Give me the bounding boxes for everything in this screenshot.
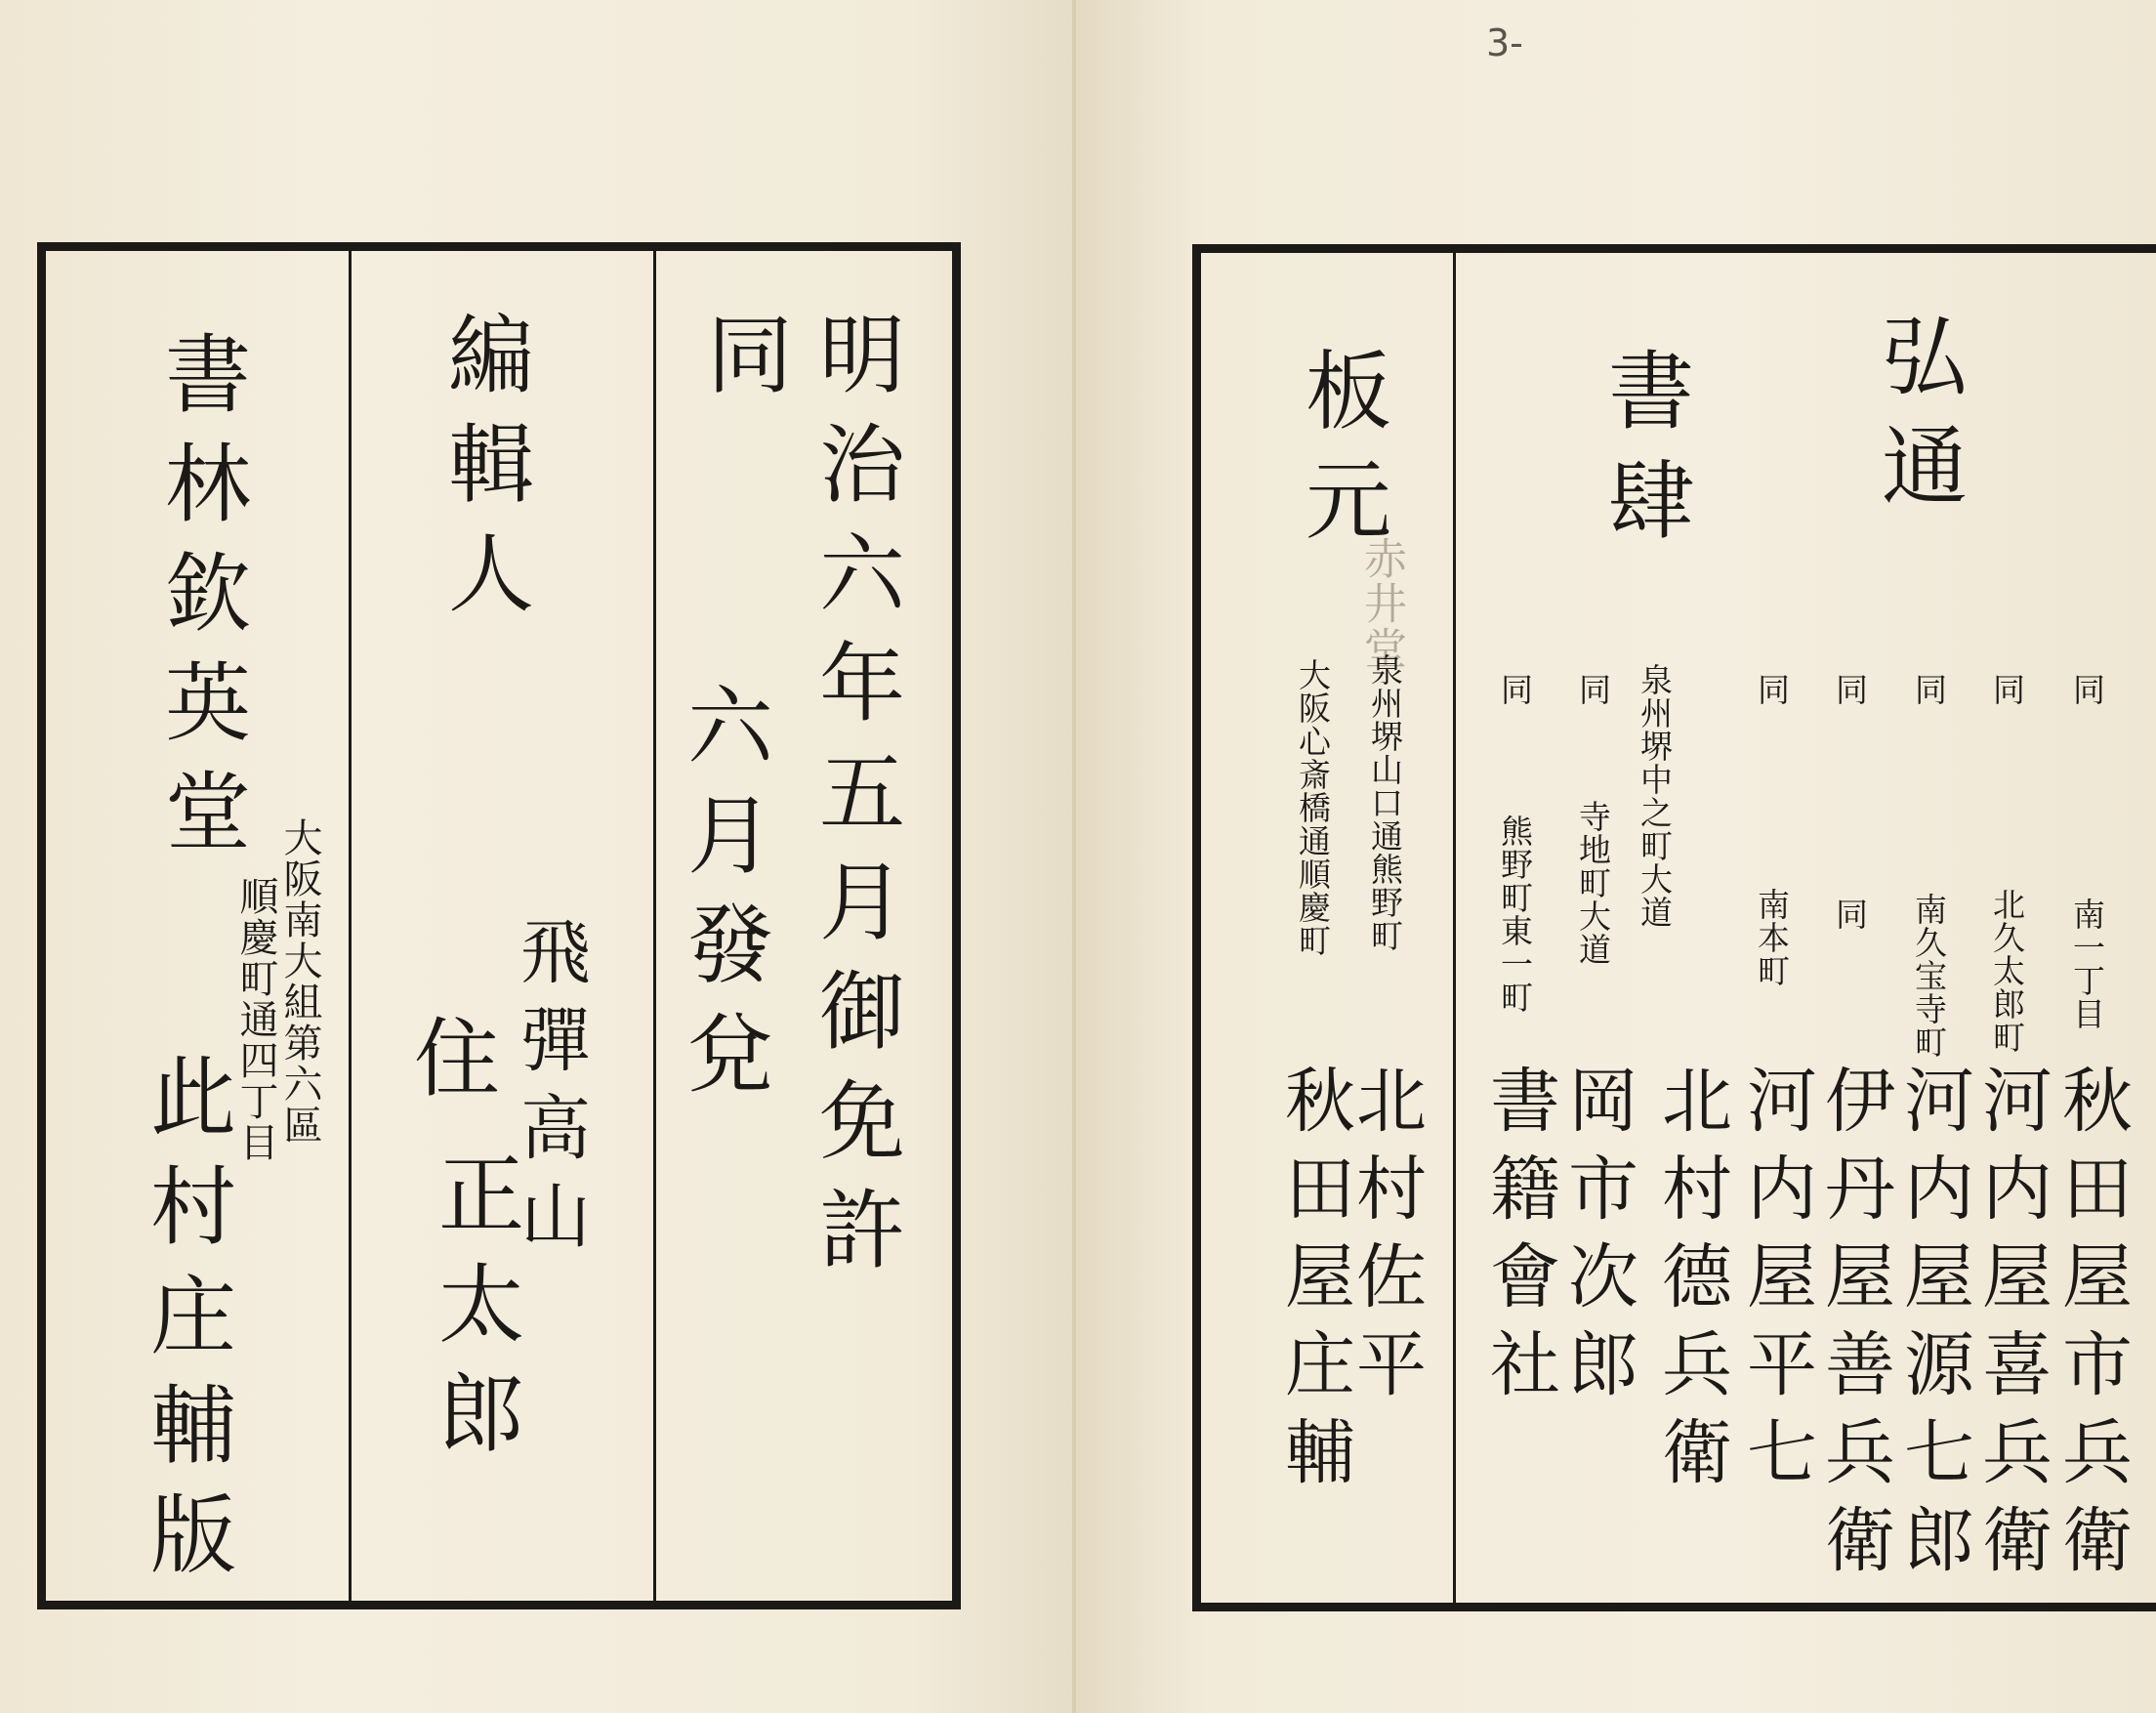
seller-mark: 同 [1753,673,1791,706]
seller-address: 寺地町大道 [1574,800,1612,966]
seller-mark: 同 [1496,673,1534,706]
seller-name: 河内屋平七 [1735,1064,1817,1503]
seller-mark: 同 [1910,673,1948,706]
seller-address: 南一丁目 [2068,898,2106,1030]
seller-name: 岡市次郎 [1556,1064,1638,1415]
seller-address: 同 [1831,898,1869,931]
seller-name: 河内屋源七郎 [1892,1064,1974,1591]
seller-address: 泉州堺山口通熊野町 [1366,653,1404,952]
sellers-frame [1192,244,2156,1611]
seller-address: 泉州堺中之町大道 [1636,663,1674,929]
editor-label: 編輯人 [435,310,535,638]
seller-mark: 同 [1574,673,1612,706]
bookshop-address-2: 順慶町通四丁目 [233,876,278,1163]
heading-publisher: 板元 [1292,346,1392,564]
library-seal: 赤井堂 [1356,536,1406,671]
seller-address: 大阪心斎橋通順慶町 [1294,658,1332,957]
publish-date: 六月發兌 [674,681,774,1118]
editor-surname: 住 [400,1013,501,1122]
seller-address: 熊野町東一町 [1496,815,1534,1014]
seller-address: 南本町 [1753,888,1791,987]
column-rule [653,251,656,1601]
column-rule [349,251,352,1601]
seller-address: 北久太郎町 [1988,888,2026,1054]
folio-number: 3- [1486,21,1523,64]
seller-address: 南久宝寺町 [1910,893,1948,1059]
seller-name: 秋田屋庄輔 [1273,1064,1355,1503]
printer-name: 此村庄輔版 [137,1052,237,1599]
seller-mark: 同 [1988,673,2026,706]
seller-mark: 同 [1831,673,1869,706]
seller-name: 伊丹屋善兵衛 [1813,1064,1895,1591]
colophon-frame [37,242,961,1609]
same-mark: 同 [693,310,794,419]
heading-distribution: 弘通 [1868,312,1969,530]
seller-name: 北村德兵衛 [1650,1064,1732,1503]
seller-mark: 同 [2068,673,2106,706]
seller-name: 秋田屋市兵衛 [2051,1064,2133,1591]
editor-given-name: 正太郎 [425,1149,525,1478]
column-rule [1453,253,1456,1603]
seller-name: 河内屋喜兵衛 [1970,1064,2052,1591]
bookshop-address: 大阪南大組第六區 [277,817,322,1146]
bookshop-name: 書林欽英堂 [151,329,252,876]
seller-name: 書籍會社 [1478,1064,1560,1415]
editor-hometown: 飛彈高山 [509,915,591,1267]
heading-bookshops: 書肆 [1595,346,1695,564]
license-date: 明治六年五月御免許 [806,310,906,1294]
seller-name: 北村佐平 [1345,1064,1427,1415]
